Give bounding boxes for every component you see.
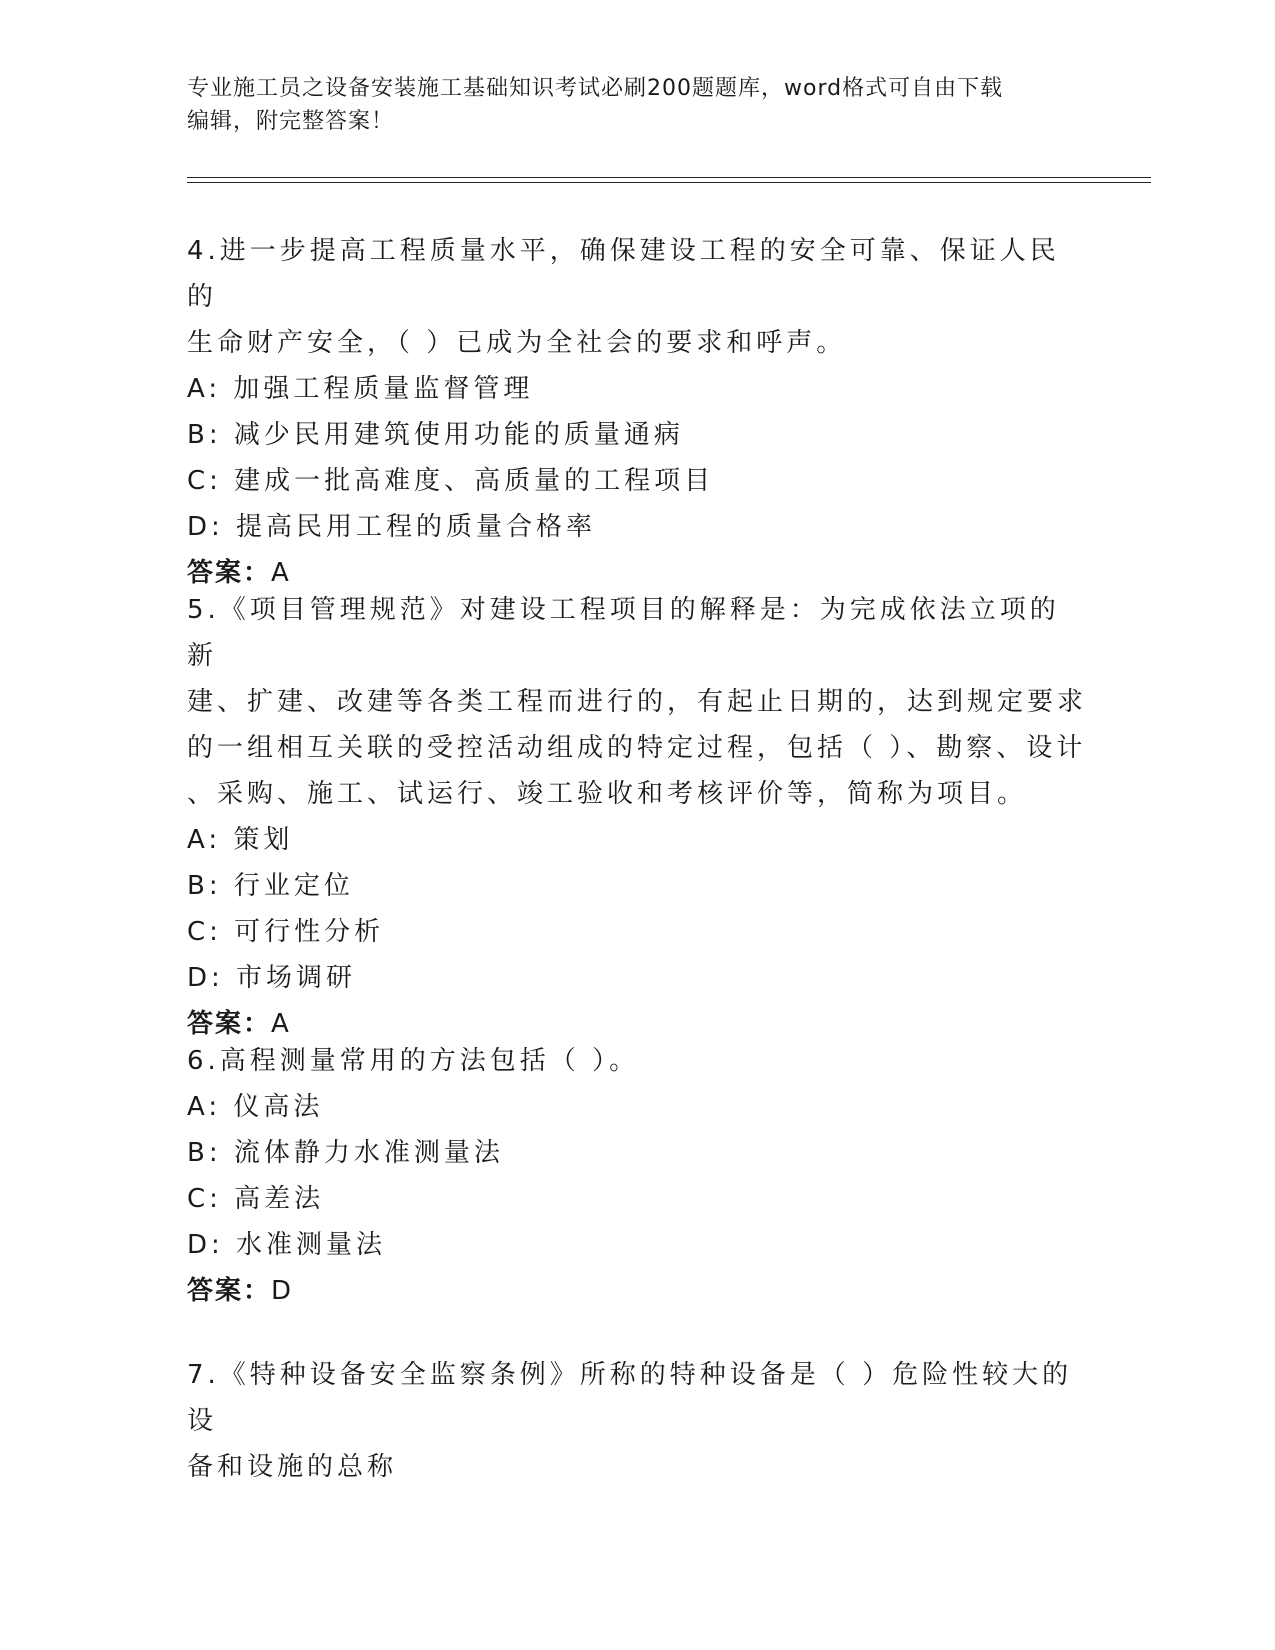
question-stem [187,587,1087,817]
option-a: A: 策划 [187,825,294,855]
stem-line: 、采购、施工、试运行、竣工验收和考核评价等，简称为项目。 [187,779,1028,809]
question-4 [187,228,1087,596]
header-divider-top [187,177,1151,178]
option-b: B: 减少民用建筑使用功能的质量通病 [187,420,684,450]
option-c: C: 高差法 [187,1184,325,1214]
question-5 [187,587,1087,1047]
answer-label: 答案： [187,1276,272,1306]
answer [187,1268,1087,1314]
stem-line: 备和设施的总称 [187,1452,398,1482]
answer-label: 答案： [187,558,272,588]
question-stem [187,1352,1087,1490]
stem-line: 生命财产安全，（ ）已成为全社会的要求和呼声。 [187,328,847,358]
option-d: D: 提高民用工程的质量合格率 [187,512,597,542]
option-a: A: 仪高法 [187,1092,324,1122]
stem-line: 4.进一步提高工程质量水平，确保建设工程的安全可靠、保证人民的 [187,236,1060,312]
header-divider-bottom [187,182,1151,183]
stem-line: 建、扩建、改建等各类工程而进行的，有起止日期的，达到规定要求 [187,687,1088,717]
header-line-1: 专业施工员之设备安装施工基础知识考试必刷200题题库，word格式可自由下载 [187,76,1004,101]
answer-value: A [271,558,291,588]
option-b: B: 行业定位 [187,871,354,901]
stem-line: 的一组相互关联的受控活动组成的特定过程，包括（ ）、勘察、设计 [187,733,1087,763]
option-d: D: 水准测量法 [187,1230,387,1260]
question-7 [187,1352,1087,1490]
option-c: C: 建成一批高难度、高质量的工程项目 [187,466,715,496]
question-stem [187,228,1087,366]
answer-value: A [271,1009,291,1039]
option-d: D: 市场调研 [187,963,357,993]
option-c: C: 可行性分析 [187,917,385,947]
option-b: B: 流体静力水准测量法 [187,1138,504,1168]
document-header [187,72,1067,138]
option-a: A: 加强工程质量监督管理 [187,374,534,404]
question-6 [187,1038,1087,1314]
stem-line: 7.《特种设备安全监察条例》所称的特种设备是（ ）危险性较大的设 [187,1360,1073,1436]
stem-line: 5.《项目管理规范》对建设工程项目的解释是：为完成依法立项的新 [187,595,1060,671]
answer-label: 答案： [187,1009,272,1039]
question-stem [187,1038,1087,1084]
header-line-2: 编辑，附完整答案！ [187,109,395,134]
stem-line: 6.高程测量常用的方法包括（ ）。 [187,1046,640,1076]
answer-value: D [271,1276,294,1306]
